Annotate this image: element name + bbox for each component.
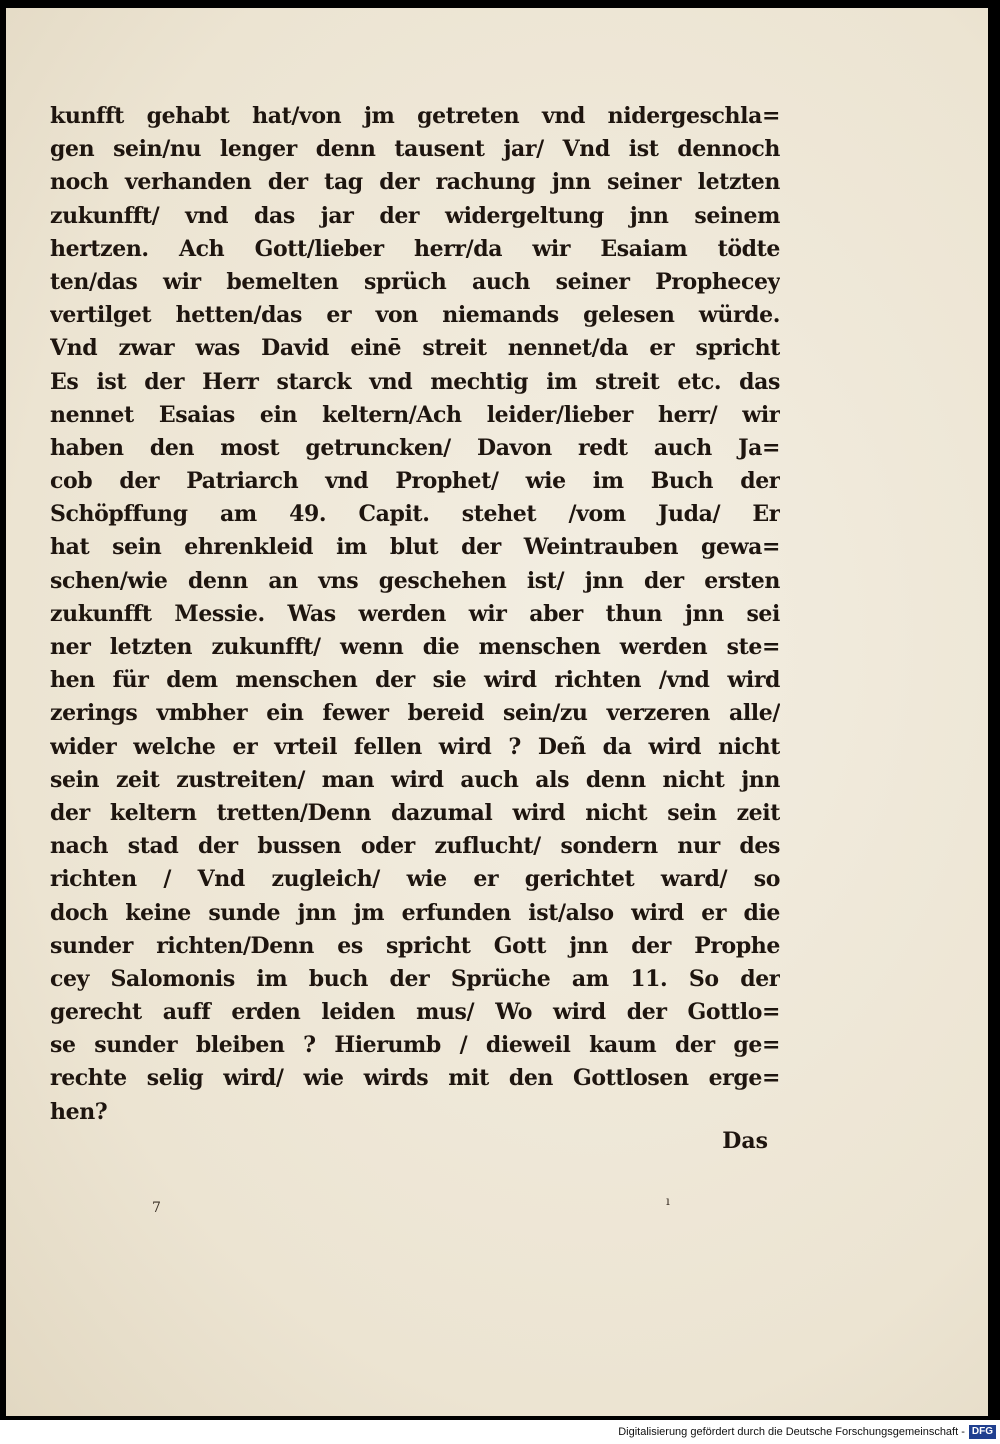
- text-line: kunfft gehabt hat/von jm getreten vnd nidergeschla=: [50, 103, 780, 129]
- page-text-block: [50, 100, 780, 1129]
- page-mark-right: ı: [666, 1194, 670, 1208]
- text-line: vertilget hetten/das er von niemands gelesen würde.: [50, 302, 780, 329]
- text-line: gen sein/nu lenger denn tausent jar/ Vnd ist dennoch: [50, 136, 780, 163]
- text-line: der keltern tretten/Denn dazumal wird nicht sein zeit: [50, 799, 780, 826]
- text-line: wider welche er vrteil fellen wird ? Deñ da wird nicht: [50, 733, 780, 760]
- text-line: noch verhanden der tag der rachung jnn seiner letzten: [50, 169, 780, 196]
- dfg-logo-icon: DFG: [969, 1425, 996, 1439]
- text-line: gerecht auff erden leiden mus/ Wo wird der Gottlo=: [50, 999, 780, 1026]
- text-line: schen/wie denn an vns geschehen ist/ jnn der ersten: [50, 567, 780, 594]
- text-line: nennet Esaias ein keltern/Ach leider/lieber herr/ wir: [50, 401, 780, 428]
- text-line: rechte selig wird/ wie wirds mit den Gottlosen erge=: [50, 1065, 780, 1092]
- text-line: zukunfft/ vnd das jar der widergeltung jnn seinem: [50, 202, 780, 229]
- text-line: cob der Patriarch vnd Prophet/ wie im Buch der: [50, 468, 780, 495]
- text-line: zerings vmbher ein fewer bereid sein/zu verzeren alle/: [50, 700, 780, 727]
- text-line: ner letzten zukunfft/ wenn die menschen werden ste=: [50, 634, 780, 660]
- text-line: se sunder bleiben ? Hierumb / dieweil kaum der ge=: [50, 1032, 780, 1059]
- text-line: zukunfft Messie. Was werden wir aber thun jnn sei: [50, 600, 780, 627]
- funding-credit-text: Digitalisierung gefördert durch die Deutsche Forschungsgemeinschaft -: [618, 1426, 965, 1438]
- text-line: Vnd zwar was David einē streit nennet/da er spricht: [50, 335, 780, 362]
- text-line: hat sein ehrenkleid im blut der Weintrauben gewa=: [50, 534, 780, 561]
- page-mark-left: 7: [152, 1200, 161, 1216]
- text-line: sein zeit zustreiten/ man wird auch als denn nicht jnn: [50, 766, 780, 793]
- text-line: Es ist der Herr starck vnd mechtig im streit etc. das: [50, 368, 780, 395]
- text-line: richten / Vnd zugleich/ wie er gerichtet ward/ so: [50, 866, 780, 893]
- book-page: [6, 8, 988, 1416]
- funding-footer: [0, 1420, 1000, 1444]
- text-line: nach stad der bussen oder zuflucht/ sondern nur des: [50, 833, 780, 860]
- text-line: hen für dem menschen der sie wird richten /vnd wird: [50, 667, 780, 694]
- text-line: hertzen. Ach Gott/lieber herr/da wir Esaiam tödte: [50, 235, 780, 262]
- catchword: Das: [722, 1128, 768, 1154]
- text-line: ten/das wir bemelten sprüch auch seiner Prophecey: [50, 268, 780, 295]
- text-line: sunder richten/Denn es spricht Gott jnn der Prophe: [50, 932, 780, 959]
- text-line: haben den most getruncken/ Davon redt auch Ja=: [50, 434, 780, 461]
- text-line: doch keine sunde jnn jm erfunden ist/also wird er die: [50, 899, 780, 926]
- text-line: cey Salomonis im buch der Sprüche am 11. So der: [50, 965, 780, 992]
- text-line: hen?: [50, 1098, 108, 1125]
- text-line: Schöpffung am 49. Capit. stehet /vom Juda/ Er: [50, 501, 780, 528]
